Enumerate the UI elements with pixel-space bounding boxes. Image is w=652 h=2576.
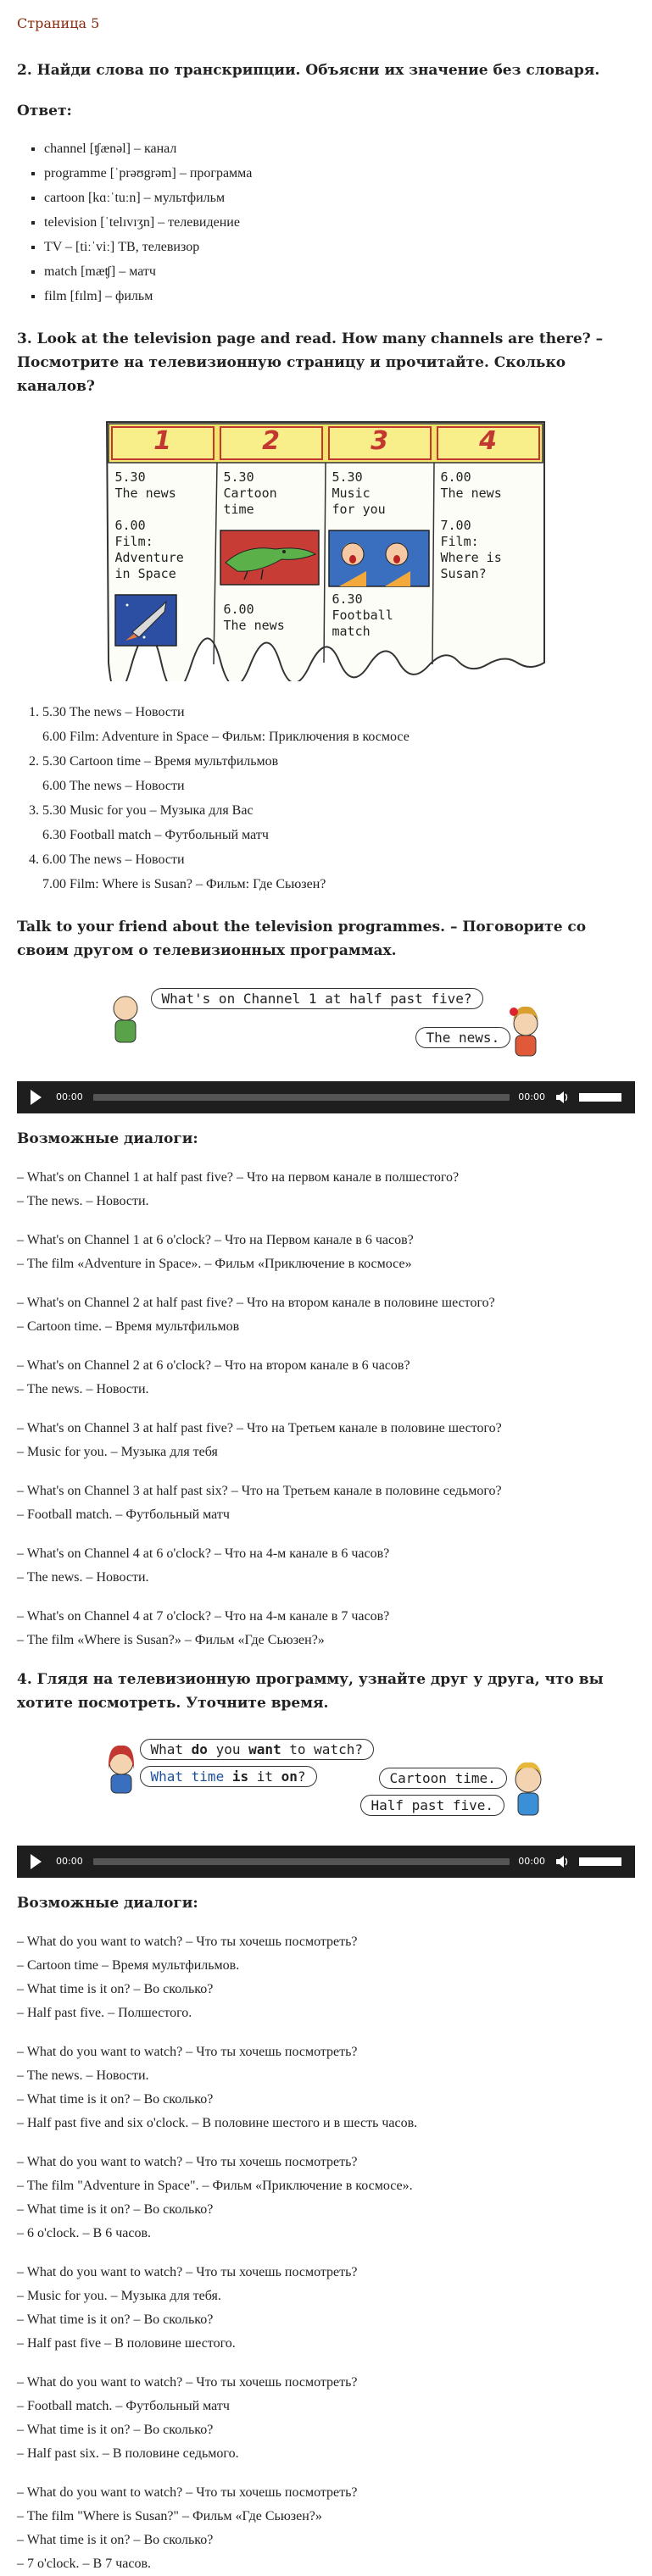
dialog-line: – Half past five – В половине шестого.: [17, 2336, 236, 2351]
list-item-line: 5.30 The news – Новости: [42, 705, 185, 719]
list-item: [42, 700, 635, 749]
bubble-text: ?: [297, 1768, 306, 1785]
dialog-illustration-1: [102, 983, 551, 1064]
dialog-line: – What's on Channel 3 at half past six? – Что на Третьем канале в половине седьмого?: [17, 1484, 502, 1498]
list-item: ▪ cartoon [kɑːˈtuːn] – мультфильм: [44, 186, 635, 210]
dialog-group: [17, 2151, 635, 2246]
channel-number: 3: [371, 426, 388, 456]
bubble-text: you: [207, 1741, 249, 1757]
dialog-line: – The film "Adventure in Space". – Фильм «Приключение в космосе».: [17, 2179, 413, 2193]
dialog-line: – What's on Channel 2 at half past five? – Что на втором канале в половине шестого?: [17, 1296, 495, 1310]
bubble-text-blue: What time: [150, 1768, 225, 1785]
dialog-line: – Music for you. – Музыка для тебя.: [17, 2289, 221, 2303]
list-item: ▪ film [fɪlm] – фильм: [44, 284, 635, 308]
dialog-group: [17, 2261, 635, 2356]
speech-bubble-answer: Cartoon time.: [379, 1768, 507, 1789]
speech-bubble-question: [140, 1766, 317, 1787]
dialogs-label: Возможные диалоги:: [17, 1895, 198, 1912]
list-item-line: 6.00 The news – Новости: [42, 852, 185, 867]
play-icon[interactable]: [31, 1090, 42, 1105]
list-item-line: 6.30 Football match – Футбольный матч: [42, 828, 269, 842]
talk-title: Talk to your friend about the television programmes. – Поговорите со своим другом о телевизионных программах.: [17, 919, 587, 959]
tv-page-illustration: [102, 419, 551, 681]
list-item-line: 5.30 Cartoon time – Время мультфильмов: [42, 754, 279, 769]
task2-title: 2. Найди слова по транскрипции. Объясни их значение без словаря.: [17, 62, 600, 79]
dialog-line: – What do you want to watch? – Что ты хочешь посмотреть?: [17, 1935, 358, 1949]
dialog-line: – Cartoon time – Время мультфильмов.: [17, 1958, 240, 1973]
dialog-line: – Half past six. – В половине седьмого.: [17, 2446, 239, 2461]
dialog-group: [17, 1229, 635, 1276]
dialog-line: – What do you want to watch? – Что ты хочешь посмотреть?: [17, 2375, 358, 2390]
dialog-line: – 7 o'clock. – В 7 часов.: [17, 2557, 152, 2571]
list-item: [42, 749, 635, 798]
current-time: 00:00: [56, 1856, 83, 1867]
dialogs-section-3: [17, 1166, 635, 1652]
dialog-line: – The news. – Новости.: [17, 2068, 149, 2083]
answer-label: Ответ:: [17, 103, 72, 119]
bubble-text-bold: want: [248, 1741, 281, 1757]
dialog-line: – What's on Channel 4 at 7 o'clock? – Что на 4-м канале в 7 часов?: [17, 1609, 390, 1624]
dialog-group: [17, 1417, 635, 1464]
dialog-group: [17, 1166, 635, 1213]
bubble-text: What: [150, 1741, 192, 1757]
tv-column-4: 6.00 The news 7.00 Film: Where is Susan?: [440, 469, 502, 581]
dialog-group: [17, 2040, 635, 2135]
dialog-line: – The news. – Новости.: [17, 1570, 149, 1585]
list-item-line: 5.30 Music for you – Музыка для Вас: [42, 803, 254, 818]
dialog-line: – What's on Channel 2 at 6 o'clock? – Что на втором канале в 6 часов?: [17, 1358, 410, 1373]
dialog-group: [17, 1930, 635, 2025]
seek-bar[interactable]: [93, 1094, 510, 1101]
dialog-line: – The news. – Новости.: [17, 1194, 149, 1208]
tv-column-3b: 6.30 Football match: [332, 591, 393, 639]
task3-title: 3. Look at the television page and read. How many channels are there? – Посмотрите на телевизионную страницу и прочитайте. Сколько каналов?: [17, 330, 604, 395]
speech-bubble-question: What's on Channel 1 at half past five?: [151, 988, 483, 1009]
task4-title: 4. Глядя на телевизионную программу, узнайте друг у друга, что вы хотите посмотреть. Уточните время.: [17, 1671, 604, 1712]
dialog-group: [17, 1605, 635, 1652]
dialogs-section-4: [17, 1930, 635, 2576]
dialog-line: – What time is it on? – Во сколько?: [17, 2202, 214, 2217]
duration: 00:00: [518, 1091, 545, 1102]
dialog-group: [17, 2371, 635, 2466]
dialog-line: – Music for you. – Музыка для тебя: [17, 1445, 218, 1459]
speech-bubble-question: [140, 1739, 374, 1760]
dialog-line: – Cartoon time. – Время мультфильмов: [17, 1319, 240, 1334]
dialog-group: [17, 1480, 635, 1527]
dialog-line: – The film «Adventure in Space». – Фильм «Приключение в космосе»: [17, 1257, 412, 1271]
dialog-group: [17, 1542, 635, 1590]
dialog-line: – The film "Where is Susan?" – Фильм «Где Сьюзен?»: [17, 2509, 322, 2523]
list-item-line: 7.00 Film: Where is Susan? – Фильм: Где Сьюзен?: [42, 877, 326, 891]
list-item: ▪ match [mæʧ] – матч: [44, 259, 635, 284]
dialog-line: – What do you want to watch? – Что ты хочешь посмотреть?: [17, 2155, 358, 2169]
list-item: ▪ channel [ʧænəl] – канал: [44, 136, 635, 161]
tv-column-3: 5.30 Music for you: [332, 469, 386, 517]
dialog-line: – What time is it on? – Во сколько?: [17, 2423, 214, 2437]
speech-bubble-answer: The news.: [415, 1027, 511, 1048]
dialog-group: [17, 2481, 635, 2576]
dialog-line: – Football match. – Футбольный матч: [17, 1507, 230, 1522]
dialog-line: – What's on Channel 1 at half past five? – Что на первом канале в полшестого?: [17, 1170, 460, 1185]
channel-number: 4: [479, 426, 497, 456]
tv-column-1: 5.30 The news 6.00 Film: Adventure in Space: [114, 469, 184, 581]
dialog-line: – What time is it on? – Во сколько?: [17, 2312, 214, 2327]
dialog-line: – Football match. – Футбольный матч: [17, 2399, 230, 2413]
dialog-line: – Half past five and six o'clock. – В половине шестого и в шесть часов.: [17, 2116, 418, 2130]
vocab-list: [17, 136, 635, 308]
channel-number: 1: [153, 426, 171, 456]
list-item: ▪ television [ˈtelɪvɪʒn] – телевидение: [44, 210, 635, 235]
list-item-line: 6.00 Film: Adventure in Space – Фильм: Приключения в космосе: [42, 730, 410, 744]
duration: 00:00: [518, 1856, 545, 1867]
dialog-line: – What time is it on? – Во сколько?: [17, 1982, 214, 1996]
dialog-line: – What's on Channel 4 at 6 o'clock? – Что на 4-м канале в 6 часов?: [17, 1546, 390, 1561]
dialog-line: – The news. – Новости.: [17, 1382, 149, 1396]
dialog-line: – 6 o'clock. – В 6 часов.: [17, 2226, 152, 2240]
dialog-line: – What do you want to watch? – Что ты хочешь посмотреть?: [17, 2485, 358, 2500]
dialog-group: [17, 1291, 635, 1339]
dialog-line: – What's on Channel 3 at half past five? – Что на Третьем канале в половине шестого?: [17, 1421, 502, 1435]
list-item: ▪ programme [ˈprəʊgrəm] – программа: [44, 161, 635, 186]
dialog-line: – What time is it on? – Во сколько?: [17, 2092, 214, 2107]
volume-slider[interactable]: [579, 1093, 621, 1102]
dialog-line: – What do you want to watch? – Что ты хочешь посмотреть?: [17, 2265, 358, 2279]
channel-number: 2: [262, 426, 280, 456]
channel-list: [17, 700, 635, 897]
bubble-text: to watch?: [281, 1741, 363, 1757]
volume-icon[interactable]: [555, 1854, 569, 1869]
dialog-line: – The film «Where is Susan?» – Фильм «Где Сьюзен?»: [17, 1633, 325, 1647]
tv-column-2: 5.30 Cartoon time: [223, 469, 277, 517]
list-item: [42, 847, 635, 897]
page-link[interactable]: Страница 5: [17, 15, 100, 31]
list-item: ▪ TV – [tiːˈviː] ТВ, телевизор: [44, 235, 635, 259]
play-icon[interactable]: [31, 1854, 42, 1869]
bubble-text-bold: on: [281, 1768, 298, 1785]
dialog-line: – What's on Channel 1 at 6 o'clock? – Что на Первом канале в 6 часов?: [17, 1233, 414, 1247]
speech-bubble-answer: Half past five.: [360, 1795, 505, 1816]
bubble-text-bold: do: [191, 1741, 208, 1757]
volume-slider[interactable]: [579, 1857, 621, 1866]
bubble-text: it: [248, 1768, 281, 1785]
tv-column-2b: 6.00 The news: [223, 602, 285, 633]
dialog-illustration-2: [106, 1735, 547, 1829]
dialogs-label: Возможные диалоги:: [17, 1130, 198, 1147]
audio-player[interactable]: [17, 1081, 635, 1113]
list-item-line: 6.00 The news – Новости: [42, 779, 185, 793]
dialog-group: [17, 1354, 635, 1402]
seek-bar[interactable]: [93, 1858, 510, 1865]
dialog-line: – What time is it on? – Во сколько?: [17, 2533, 214, 2547]
dialog-line: – What do you want to watch? – Что ты хочешь посмотреть?: [17, 2045, 358, 2059]
list-item: [42, 798, 635, 847]
dialog-line: – Half past five. – Полшестого.: [17, 2006, 192, 2020]
current-time: 00:00: [56, 1091, 83, 1102]
volume-icon[interactable]: [555, 1090, 569, 1105]
bubble-text-bold: is: [224, 1768, 249, 1785]
audio-player[interactable]: [17, 1846, 635, 1878]
